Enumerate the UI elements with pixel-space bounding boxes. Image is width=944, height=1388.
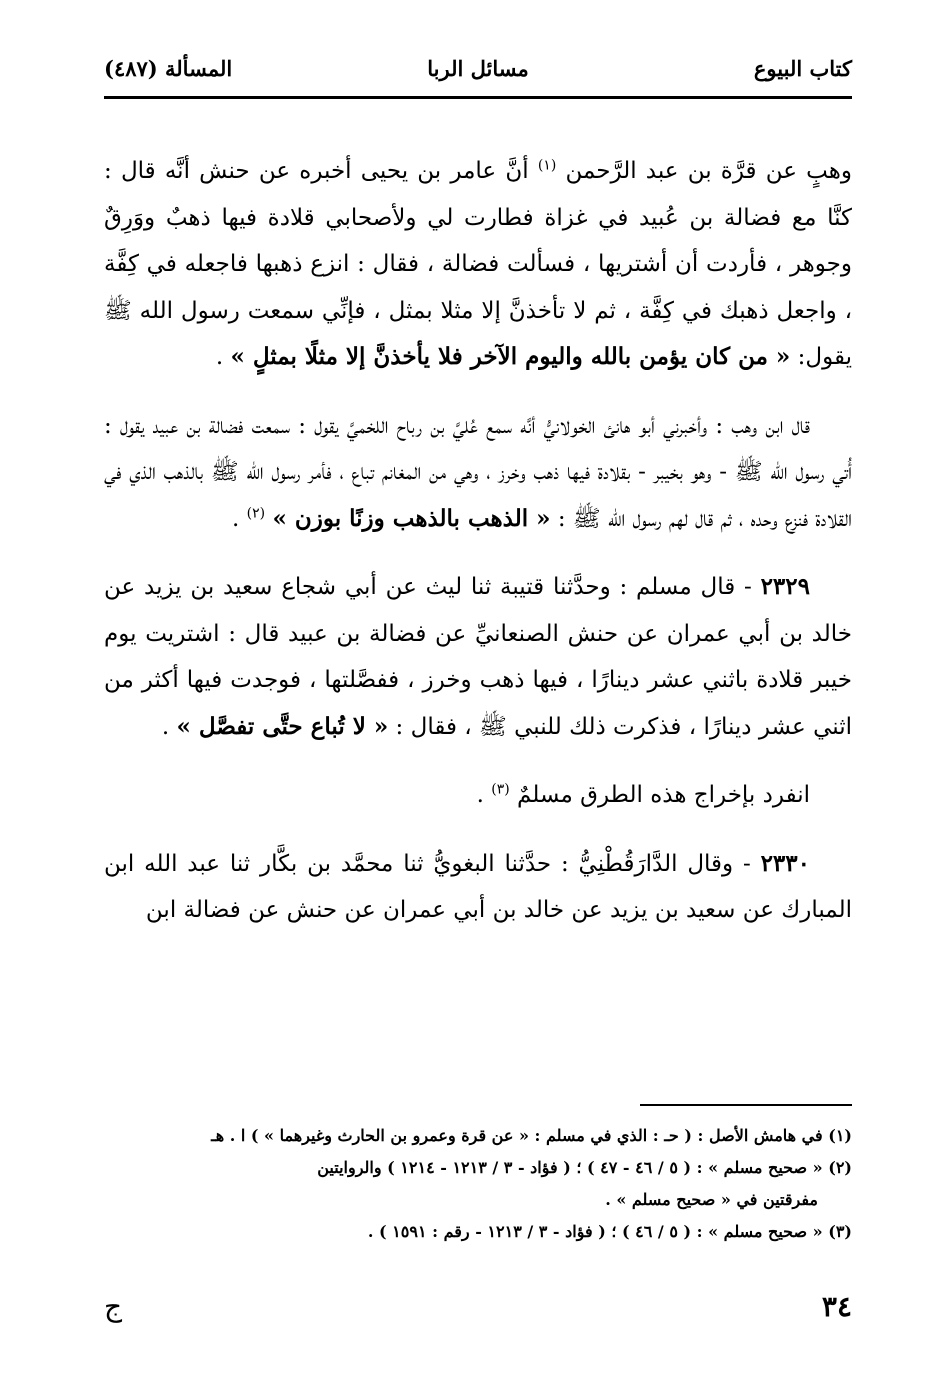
- page-number: ٣٤: [821, 1290, 852, 1323]
- emphasized-text: ٢٣٣٠: [760, 849, 810, 877]
- text-segment: .: [161, 713, 177, 740]
- footnote-number: (٣): [828, 1222, 852, 1241]
- emphasized-text: ٢٣٢٩: [760, 573, 810, 600]
- paragraph: [104, 403, 852, 543]
- footnotes: [104, 1120, 852, 1248]
- header-divider: [104, 96, 852, 99]
- text-segment: وهبٍ عن قرَّة بن عبد الرَّحمن: [556, 158, 852, 184]
- text-segment: .: [215, 344, 231, 370]
- text-segment: - قال مسلم : وحدَّثنا قتيبة ثنا ليث عن أبي شجاع سعيد بن يزيد عن خالد بن أبي عمران عن حنش الصنعانيِّ عن فضالة بن عبيد قال : اشتريت يوم خيبر قلادة باثني عشر دينارًا ، فيها ذهب وخرز ، ففصَّلتها ، فوجدت فيها أكثر من اثني عشر دينارًا ، فذكرت ذلك للنبي ﷺ ، فقال :: [104, 574, 852, 740]
- emphasized-text: « من كان يؤمن بالله واليوم الآخر فلا يأخذنَّ إلا مثلًا بمثلٍ »: [230, 343, 791, 370]
- footnote: [104, 1216, 852, 1248]
- text-segment: - وقال الدَّارَقُطْنِيُّ : حدَّثنا البغويُّ ثنا محمَّد بن بكَّار ثنا عبد الله ابن المبارك عن سعيد بن يزيد عن خالد بن أبي عمران عن حنش عن فضالة ابن: [104, 850, 852, 923]
- header-chapter-title: مسائل الربا: [427, 56, 529, 81]
- paragraph: [104, 148, 852, 381]
- text-segment: قال ابن وهب : وأخبرني أبو هانئ الخولانيُّ أنَّه سمع عُليَّ بن رباح اللخميَّ يقول : سمعت فضالة بن عبيد يقول : أُتي رسول الله ﷺ - وهو بخيبر - بقلادة فيها ذهب وخرز ، وهي من المغانم تباع ، فأمر رسول الله ﷺ بالذهب الذي في القلادة فنزع وحده ، ثم قال لهم رسول الله ﷺ :: [104, 412, 852, 532]
- footnote-number: (١): [828, 1126, 852, 1145]
- footnote-continuation: مفرقتين في « صحيح مسلم » .: [605, 1190, 818, 1209]
- main-text: [104, 148, 852, 956]
- paragraph: [104, 564, 852, 750]
- paragraph: [104, 841, 852, 934]
- header-issue-number: المسألة (٤٨٧): [104, 56, 233, 81]
- emphasized-text: « لا تُباع حتَّى تفصَّل »: [176, 712, 389, 740]
- text-segment: .: [232, 505, 247, 532]
- signature-mark: ج: [104, 1290, 123, 1323]
- page-footer: [104, 1290, 852, 1334]
- footnote-text: « صحيح مسلم » : ( ٥ / ٤٦ ) ؛ ( فؤاد - ٣ / ١٢١٣ - رقم : ١٥٩١ ) .: [367, 1222, 823, 1241]
- text-segment: أنَّ عامر بن يحيى أخبره عن حنش أنَّه قال : كنَّا مع فضالة بن عُبيد في غزاة فطارت لي ولأصحابي قلادة فيها ذهبٌ ووَرِقٌ وجوهر ، فأردت أن أشتريها ، فسألت فضالة ، فقال : انزع ذهبها فاجعله في كِفَّة ، واجعل ذهبك في كِفَّة ، ثم لا تأخذنَّ إلا مثلا بمثل ، فإنِّي سمعت رسول الله ﷺ يقول:: [104, 158, 852, 370]
- running-header: [104, 52, 852, 92]
- footnote: [104, 1152, 852, 1184]
- header-book-title: كتاب البيوع: [753, 56, 852, 81]
- footnote-marker: (٣): [491, 781, 510, 798]
- footnote-marker: (٢): [246, 504, 266, 521]
- footnote-number: (٢): [828, 1158, 852, 1177]
- footnote-marker: (١): [537, 157, 557, 174]
- footnote-text: في هامش الأصل : ( حـ : الذي في مسلم : « عن قرة وعمرو بن الحارث وغيرهما » ) ا . هـ: [211, 1126, 823, 1145]
- emphasized-text: « الذهب بالذهب وزنًا بوزن »: [272, 504, 551, 532]
- text-segment: انفرد بإخراج هذه الطرق مسلمٌ: [509, 782, 810, 808]
- footnote-text: « صحيح مسلم » : ( ٥ / ٤٦ - ٤٧ ) ؛ ( فؤاد - ٣ / ١٢١٣ - ١٢١٤ ) والروايتين: [317, 1158, 823, 1177]
- text-segment: .: [476, 782, 492, 808]
- footnote-divider: [640, 1104, 852, 1106]
- footnote: [104, 1120, 852, 1152]
- paragraph: [104, 772, 852, 819]
